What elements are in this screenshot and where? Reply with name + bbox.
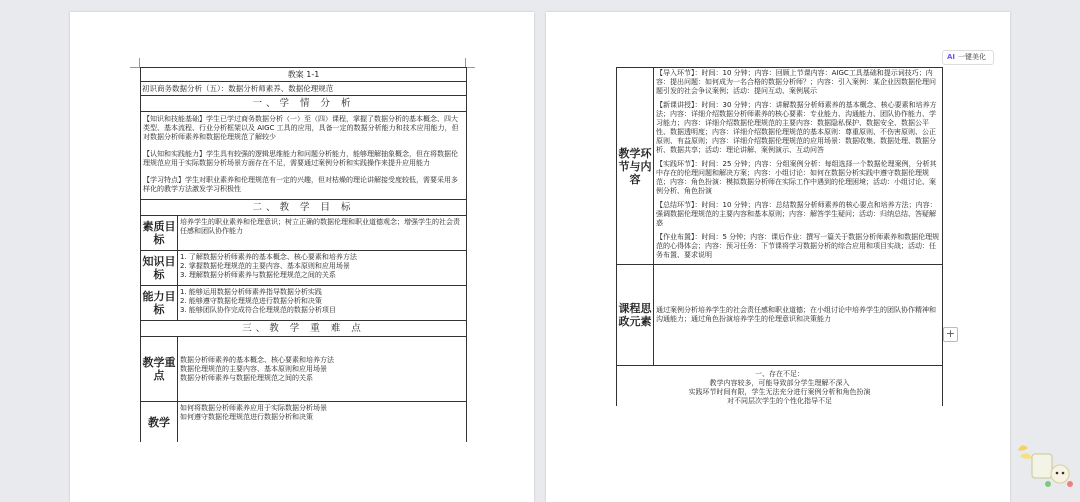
block-intro: 【导入环节】：时间：10 分钟；内容：回顾上节课内容：AIGC工具基础和提示词技巧；内容：提出问题：如何成为一名合格的数据分析师？；内容：引入案例：某企业因数据伦理问题引发的社会争议案例；活动：提问互动、案例展示 (656, 69, 936, 95)
block-summary: 【总结环节】：时间：10 分钟；内容：总结数据分析师素养的核心要点和培养方法；内容：强调数据伦理规范的主要内容和基本原则；内容：解答学生疑问；活动：归纳总结、答疑解惑 (656, 201, 937, 227)
goal-text: 1. 能够运用数据分析师素养指导数据分析实践 2. 能够遵守数据伦理规范进行数据分析和决策 3. 能够团队协作完成符合伦理规范的数据分析项目 (180, 288, 336, 314)
difficulty-row (141, 401, 466, 442)
learning-analysis-cell (141, 111, 466, 199)
ai-icon: AI (947, 53, 956, 61)
difficulty-text: 如何将数据分析师素养应用于实际数据分析场景 如何遵守数据伦理规范进行数据分析和决策 (180, 404, 327, 421)
assistant-mascot-icon[interactable] (1012, 440, 1080, 489)
document-page-2 (546, 12, 1010, 502)
goal-row-quality (141, 215, 466, 250)
doc-subtitle: 初识商务数据分析（五）：数据分析师素养、数据伦理规范 (141, 81, 466, 95)
reflection-line: 对不同层次学生的个性化指导不足 (727, 397, 832, 405)
section-heading-learning-analysis: 一、学 情 分 析 (141, 95, 466, 111)
teaching-process-label: 教学环节与内容 (617, 68, 654, 264)
key-points-row (141, 336, 466, 401)
goal-text: 培养学生的职业素养和伦理意识；树立正确的数据伦理和职业道德观念；增强学生的社会责任感和团队协作能力 (180, 218, 460, 235)
lesson-plan-table-continued (616, 67, 943, 406)
section-heading-key-points: 三、教 学 重 难 点 (141, 320, 466, 336)
reflection-heading: 一、存在不足： (755, 370, 804, 378)
key-points-label: 教学重点 (141, 337, 178, 401)
crop-mark (130, 58, 140, 68)
section-heading-teaching-goals: 二、教 学 目 标 (141, 199, 466, 215)
goal-label: 能力目标 (141, 286, 178, 320)
reflection-line: 实践环节时间有限，学生无法充分进行案例分析和角色扮演 (688, 388, 871, 396)
ideology-label: 课程思政元素 (617, 265, 654, 365)
add-block-button[interactable]: + (943, 327, 958, 342)
goal-label: 素质目标 (141, 216, 178, 250)
ideology-row (617, 264, 942, 365)
block-new-lesson: 【新课讲授】：时间：30 分钟；内容：讲解数据分析师素养的基本概念、核心要素和培养方法；内容：详细介绍数据分析师素养的核心要素：专业能力、沟通能力、团队协作能力、学习能力；内容：详细介绍数据伦理规范的主要内容：数据隐私保护、数据安全、数据公平性、数据透明度；内容：详细介绍数据伦理规范的基本原则：尊重原则、不伤害原则、公正原则、有益原则；内容：详细介绍数据伦理规范的应用场景：数据收集、数据处理、数据分析、数据共享；活动：理论讲解、案例演示、互动问答 (656, 101, 937, 154)
reflection-line: 教学内容较多，可能导致部分学生理解不深入 (709, 379, 850, 387)
reflection-cell (617, 365, 942, 406)
lesson-plan-table (140, 67, 467, 442)
goal-label: 知识目标 (141, 251, 178, 285)
ideology-text: 通过案例分析培养学生的社会责任感和职业道德；在小组讨论中培养学生的团队协作精神和沟通能力；通过角色扮演培养学生的伦理意识和决策能力 (656, 306, 936, 323)
difficulty-label: 教学 (141, 402, 178, 442)
key-points-text: 数据分析师素养的基本概念、核心要素和培养方法 数据伦理规范的主要内容、基本原则和应用场景 数据分析师素养与数据伦理规范之间的关系 (180, 355, 334, 382)
doc-title: 教案 1-1 (141, 67, 466, 81)
document-page-1 (70, 12, 534, 502)
teaching-process-content (654, 68, 942, 264)
goal-text: 1. 了解数据分析师素养的基本概念、核心要素和培养方法 2. 掌握数据伦理规范的主要内容、基本原则和应用场景 3. 理解数据分析师素养与数据伦理规范之间的关系 (180, 253, 357, 279)
beautify-label: 一键美化 (958, 53, 987, 61)
paragraph-cognition: 【认知和实践能力】学生具有较强的逻辑思维能力和问题分析能力，能够理解抽象概念，但在将数据伦理规范应用于实际数据分析场景方面存在不足，需要通过案例分析和实践操作来提升应用能力 (143, 150, 458, 167)
paragraph-knowledge-base: 【知识和技能基础】学生已学过商务数据分析（一）至（四）课程，掌握了数据分析的基本概念、四大类型、基本流程、行业分析框架以及 AIGC 工具的应用，具备一定的数据分析能力和技术应用能力，但对数据分析师素养和数据伦理规范了解较少 (143, 115, 459, 141)
teaching-process-row (617, 67, 942, 264)
paragraph-learning-traits: 【学习特点】学生对职业素养和伦理规范有一定的兴趣，但对枯燥的理论讲解接受度较低，需要采用多样化的教学方法激发学习积极性 (143, 176, 458, 193)
block-homework: 【作业布置】：时间：5 分钟；内容：课后作业：撰写一篇关于数据分析师素养和数据伦理规范的心得体会；内容：预习任务：下节课将学习数据分析的综合应用和项目实战；活动：任务布置、要求说明 (656, 233, 940, 259)
goal-row-knowledge (141, 250, 466, 285)
block-practice: 【实践环节】：时间：25 分钟；内容：分组案例分析：每组选择一个数据伦理案例，分析其中存在的伦理问题和解决方案；内容：小组讨论：如何在数据分析实践中遵守数据伦理规范；内容：角色扮演：模拟数据分析师在实际工作中遇到的伦理困境；活动：小组讨论、案例分析、角色扮演 (656, 160, 937, 195)
goal-row-ability (141, 285, 466, 320)
one-click-beautify-button[interactable] (942, 50, 994, 65)
